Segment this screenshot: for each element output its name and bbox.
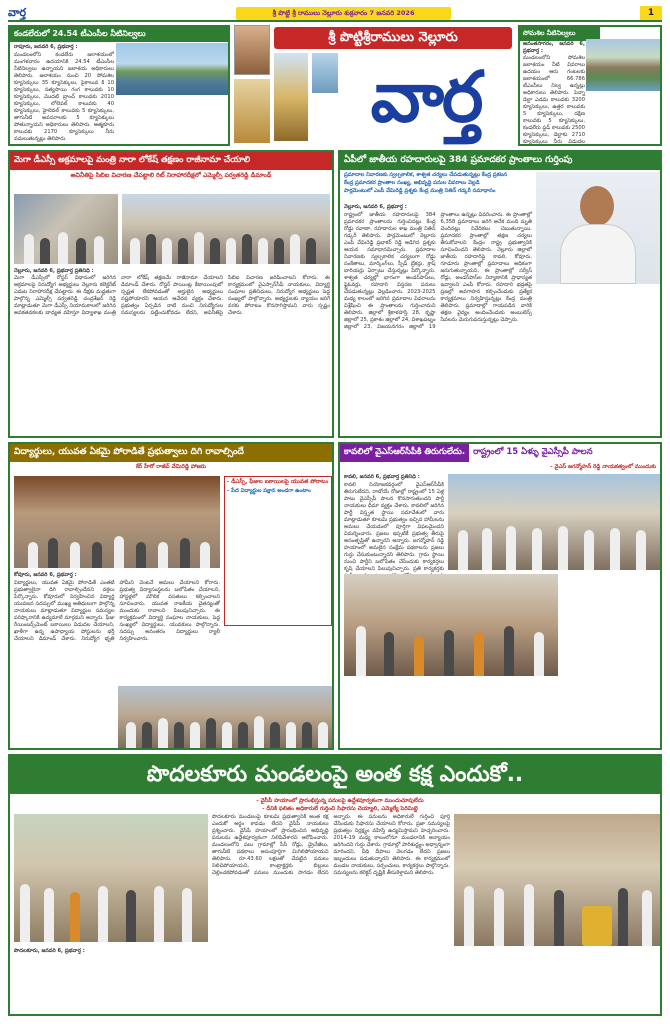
story-podalakur-dateline: పొదలకూరు, జనవరి 6, ప్రభవార్త : — [14, 948, 85, 954]
hunger-strike-photo-2 — [122, 194, 330, 264]
story-podalakur-subhead-1: - వైసీపీ హయాంలో ప్రారంభిస్తున్న పనులపై ఉద్దేశపూర్వకంగా ముందుచూపులేదు — [256, 798, 424, 804]
story-lokesh — [8, 150, 334, 438]
story-somasila-dateline: అనంతసాగరం, జనవరి 6, ప్రభవార్త : — [523, 41, 585, 54]
brand-small: వార్త — [8, 6, 27, 19]
gopuram-photo — [274, 53, 308, 141]
story-ycp-dateline: కావలి, జనవరి 6, ప్రభవార్త ప్రతినిధి : — [344, 474, 420, 480]
story-podalakur-headline: పొదలకూరు మండలంపై అంత కక్ష ఎందుకో.. — [10, 756, 660, 794]
highways-bullet: ప్రమాదాల నివారణకు స్వల్పకాలిక, శాశ్వత చర్యలు చేపడుతున్నట్లు కేంద్ర ప్రకటన — [344, 172, 508, 178]
story-podalakur-body-lower — [14, 956, 660, 1012]
story-students — [8, 442, 334, 750]
reservoir-photo — [116, 43, 228, 95]
story-ycp-headline-left: కావలిలో వైఎస్‌ఆర్‌సీపీకి తిరుగులేదు. — [340, 444, 469, 462]
story-ycp-headline-right: రాష్ట్రంలో 15 ఏళ్ళు వైఎస్సీపీ పాలన — [473, 447, 593, 457]
story-ycp — [338, 442, 662, 750]
story-highways-dateline: నెల్లూరు, జనవరి 6, ప్రభవార్త : — [344, 204, 407, 210]
masthead-district: శ్రీ పొట్టిశ్రీరాములు నెల్లూరు — [274, 27, 512, 49]
students-crowd-photo — [118, 686, 332, 748]
story-students-body: విద్యార్థులు, యువత ఏకమై పోరాడితే ఎంతటి ప్రభుత్వాలైనా దిగి రావాల్సిందేనని వక్తలు పేర్కొన్నారు. కోవూరులో నిర్వహించిన విద్యార్థి యువజన సదస్సులో ముఖ్య అతిథులుగా పాల్గొన్న నాయకులు మాట్లాడుతూ విద్యార్థుల సమస్యల పరిష్కారానికి ఉద్యమాలే మార్గమని అన్నారు. ఫీజు రీయింబర్స్‌మెంట్ బకాయిలు విడుదల చేయాలని, ఖాళీగా ఉన్న ఉపాధ్యాయ పోస్టులను భర్తీ చేయాలని డిమాండ్ చేశారు. నిరుద్యోగ భృతి హామీని వెంటనే అమలు చేయాలని కోరారు. ప్రభుత్వ విద్యాసంస్థలను బలోపేతం చేయాలని, హాస్టళ్లలో మౌలిక వసతులు కల్పించాలని సూచించారు. యువత రాజకీయ చైతన్యంతో ముందుకు రావాలని పిలుపునిచ్చారు. ఈ కార్యక్రమంలో విద్యార్థి సంఘాల నాయకులు, పెద్ద సంఖ్యలో విద్యార్థులు, యువకులు పాల్గొన్నారు. సదస్సు అనంతరం విద్యార్థులు ర్యాలీ నిర్వహించారు. — [14, 580, 220, 642]
students-stage-photo — [14, 476, 220, 568]
lake-photo — [312, 53, 338, 93]
students-box-subhead: - పేద విద్యార్థుల పక్షాన అండగా ఉంటాం — [227, 488, 311, 494]
story-students-dateline: కోవూరు, జనవరి 6, ప్రభవార్త : — [14, 572, 77, 578]
story-lokesh-subhead: అవినీతిపై సిబిఐ విచారణ చేపట్టాలి రిట్ నిరాహారదీక్షలో ఎమ్మెల్సీ పర్వతరెడ్డి డిమాండ్ — [70, 172, 272, 179]
story-somasila — [518, 25, 662, 146]
masthead — [234, 25, 514, 146]
page-number: 1 — [640, 6, 662, 20]
story-ycp-body: కావలి నియోజకవర్గంలో వైఎస్‌ఆర్‌సీపీకి తిరుగులేదని, రాబోయే రోజుల్లో రాష్ట్రంలో 15 ఏళ్ల పాటు వైఎస్సీపీ పాలన కొనసాగుతుందని పార్టీ నాయకులు ధీమా వ్యక్తం చేశారు. కావలిలో జరిగిన పార్టీ విస్తృత స్థాయి సమావేశంలో వారు మాట్లాడుతూ కూటమి ప్రభుత్వం ఇచ్చిన హామీలను అమలు చేయడంలో పూర్తిగా విఫలమైందని విమర్శించారు. ప్రజలు ఇప్పటికే ప్రభుత్వ తీరుపై అసంతృప్తితో ఉన్నారని అన్నారు. జగన్మోహన్ రెడ్డి హయాంలో అమలైన సంక్షేమ పథకాలను ప్రజలు గుర్తు చేసుకుంటున్నారని తెలిపారు. గ్రామ స్థాయి నుంచి పార్టీని బలోపేతం చేసేందుకు కార్యకర్తలు కృషి చేయాలని పిలుపునిచ్చారు. ప్రతి కార్యకర్తకు — [344, 482, 444, 572]
story-water-body: రాపూరు, జనవరి 6, ప్రభవార్త : — [14, 44, 78, 50]
highways-bullet: కేంద్ర ప్రమాదకర ప్రాంతాల సంఖ్య, అభివృద్ధి పనుల వివరాలు వెల్లడి — [344, 180, 480, 186]
story-highways-headline: ఏపీలో జాతీయ రహదారులపై 384 ప్రమాదకర ప్రాంతాలు గుర్తింపు — [340, 152, 660, 170]
story-water-text: మండలంలోని కండలేరు జలాశయంలో మంగళవారం ఉదయానికి 24.54 టీఎంసీల నీటినిల్వలు ఉన్నాయని జలాశయ అధికారులు తెలిపారు. జలాశయం నుంచి 20 సోమశిల క్యూసెక్కులు 35 క్యూసెక్కులు, పైకాలువ కి 10 క్యూసెక్కులు, సత్యసాయి గంగ కాలువకు 10 క్యూసెక్కులు, మొదటి బ్రాంచ్ కాలువకు 2010 క్యూసెక్కులు, లోలెవల్ కాలువకు 40 క్యూసెక్కులు, హైలెవల్ కాలువకు 5 క్యూసెక్కులు, తాగునీటి అవసరాలకు 5 క్యూసెక్కులు పోతున్నాయని అధికారులు తెలిపారు. ఆత్మకూరు కాలువకు 2170 క్యూసెక్కులు నీరు వదులుతున్నట్లు తెలిపారు. — [14, 52, 114, 142]
story-water-headline: కండలేరులో 24.54 టీఎంసీల నీటినిల్వలు — [10, 27, 228, 42]
podalakur-leaders-photo — [454, 814, 660, 946]
temple-photo — [234, 79, 270, 143]
date-line: శ్రీ పొట్టి శ్రీ రాములు నెల్లూరు శుక్రవారం 7 జనవరి 2026 — [236, 7, 451, 20]
story-podalakur-body: పొదలకూరు మండలంపై కూటమి ప్రభుత్వానికి అంత కక్ష ఎందుకో అర్థం కావడం లేదని వైసీపీ నాయకులు ప్రశ్నించారు. వైసీపీ హయాంలో ప్రారంభించిన అభివృద్ధి పనులను ఉద్దేశపూర్వకంగా నిలిపివేశారని ఆరోపించారు. మండలంలోని పలు గ్రామాల్లో సీసీ రోడ్లు, డ్రైనేజీలు, తాగునీటి పథకాలు అసంపూర్తిగా మిగిలిపోయాయని తెలిపారు. రూ.43.60 లక్షలతో చేపట్టిన పనులు నిలిచిపోయాయని, కాంట్రాక్టర్లకు బిల్లులు చెల్లించకపోవడంతో పనులు ముందుకు సాగడం లేదని అన్నారు. ఈ పనులను అధికారులే గుర్తించి పూర్తి చేసేందుకు సిఫారసు చేయాలని కోరారు. ప్రజా సమస్యలపై ప్రభుత్వం నిర్లక్ష్యం వహిస్తే ఉద్యమిస్తామని హెచ్చరించారు. 2014-19 మధ్య కాలంలోనూ మండలానికి అన్యాయం జరిగిందని గుర్తు చేశారు. గ్రామాల్లో పారిశుద్ధ్యం అధ్వాన్నంగా మారిందని, వీధి దీపాలు వెలగడం లేదని ప్రజలు ఇబ్బందులు పడుతున్నారని తెలిపారు. ఈ కార్యక్రమంలో మండల నాయకులు, సర్పంచులు, కార్యకర్తలు పాల్గొన్నారు. సమస్యలను కలెక్టర్ దృష్టికి తీసుకెళ్తామని తెలిపారు. — [212, 814, 450, 876]
top-bar — [8, 6, 662, 22]
story-ycp-headline — [340, 444, 660, 462]
masthead-logo: వార్త — [370, 56, 482, 138]
story-students-headline: విద్యార్థులు, యువత ఏకమై పోరాడితే ప్రభుత్వాలు దిగి రావాల్సిందే — [10, 444, 332, 462]
hunger-strike-photo-1 — [14, 194, 118, 264]
story-lokesh-headline: మెగా డీఎస్సీ అక్రమాలపై మంత్రి నారా లోకేష్ తక్షణం రాజీనామా చేయాలి — [10, 152, 332, 170]
story-highways-body: రాష్ట్రంలో జాతీయ రహదారులపై 384 ప్రమాదకర ప్రాంతాలను గుర్తించినట్లు కేంద్ర రోడ్డు రవాణా, రహదారుల శాఖ మంత్రి నితిన్ గడ్కరీ తెలిపారు. పార్లమెంటులో నెల్లూరు ఎంపీ వేమిరెడ్డి ప్రభాకర్ రెడ్డి అడిగిన ప్రశ్నకు ఆయన సమాధానమిచ్చారు. ప్రమాదాల నివారణకు స్వల్పకాలిక చర్యలుగా రోడ్డు సంకేతాలు, మార్కింగ్‌లు, స్పీడ్ బ్రేకర్లు, క్రాష్ బారియర్లు ఏర్పాటు చేస్తున్నట్లు పేర్కొన్నారు. శాశ్వత చర్యల్లో భాగంగా అండర్‌పాస్‌లు, ఫ్లైఓవర్లు, రహదారి విస్తరణ పనులు చేపడుతున్నట్లు వెల్లడించారు. 2023-2025 మధ్య కాలంలో జరిగిన ప్రమాదాల వివరాలను విశ్లేషించి ఈ ప్రాంతాలను గుర్తించామని తెలిపారు. జిల్లాలో శ్రీకాళహస్తి 28, కృష్ణా జిల్లాలో 25, ప్రకాశం జిల్లాలో 24, విశాఖపట్నం జిల్లాలో 23, విజయనగరం జిల్లాలో 19 ప్రాంతాలు ఉన్నట్లు వివరించారు. ఈ ప్రాంతాల్లో 6,358 ప్రమాదాలు జరిగి అనేక మంది మృతి చెందినట్లు నివేదికలు చెబుతున్నాయి. ప్రమాదకర ప్రాంతాల్లో తక్షణ చర్యలు తీసుకోవాలని కేంద్రం రాష్ట్ర ప్రభుత్వానికి సూచించిందని తెలిపారు. నెల్లూరు జిల్లాలో జాతీయ రహదారిపై కావలి, కోవూరు, గూడూరు ప్రాంతాల్లో ప్రమాదాలు అధికంగా జరుగుతున్నాయని, ఈ ప్రాంతాల్లో సర్వీస్ రోడ్లు, అండర్‌పాస్‌ల నిర్మాణానికి ప్రాధాన్యత ఇవ్వాలని ఎంపీ కోరారు. రహదారి భద్రతపై ప్రజల్లో అవగాహన కల్పించేందుకు ప్రత్యేక కార్యక్రమాలు నిర్వహిస్తున్నట్లు కేంద్ర మంత్రి తెలిపారు. ప్రమాదాల్లో గాయపడిన వారికి తక్షణ వైద్యం అందించేందుకు అంబులెన్స్ సేవలను మెరుగుపరుస్తున్నట్లు చెప్పారు. — [344, 212, 532, 330]
story-highways-body-cont — [536, 288, 660, 434]
mp-portrait-photo — [536, 172, 660, 284]
story-podalakur-subhead-2: - దీనికి ఫలితం అధికారులే గుర్తించి సిఫారసు చెయ్యాలి, ఎమ్మెల్యే పెరిమిట్టె — [262, 806, 418, 812]
students-box-headline: - డీఎస్సీ, ఫీజుల బకాయిలపై యువత పోరాటం — [227, 479, 329, 485]
ycp-meeting-photo — [344, 574, 558, 676]
portrait-photo — [234, 25, 270, 75]
story-water — [8, 25, 230, 146]
highways-bullet: పార్లమెంటులో ఎంపీ వేమిరెడ్డి ప్రశ్నకు కేంద్ర మంత్రి నితిన్ గడ్కరీ సమాధానం — [344, 188, 496, 194]
highways-bullets — [344, 172, 532, 195]
story-ycp-subhead: - వైఎస్ జగన్మోహన్ రెడ్డి నాయకత్వంలో ముందుకు — [550, 464, 656, 470]
story-somasila-body: మండలంలోని సోమశిల జలాశయం నీటి వివరాలు ఉదయం ఆరు గంటలకు జలాశయంలో 66.786 టీఎంసీలు నిల్వ ఉన్నట్లు అధికారులు తెలిపారు. పెన్నా డెల్టా ఎడమ కాలువకు 3200 క్యూసెక్కులు, ఉత్తర కాలువకు 5 క్యూసెక్కులు, దక్షిణ కాలువకు 5 క్యూసెక్కులు, కండలేరు ఫ్లడ్ కాలువకు 2500 క్యూసెక్కులు, డెల్టాకు 2710 క్యూసెక్కులు నీరు విడుదల — [523, 55, 585, 145]
podalakur-ceremony-photo — [14, 814, 208, 942]
story-ycp-body-lower — [344, 680, 558, 746]
story-students-subhead: కేర్ హీరో రాజీవ్ వేమిరెడ్డి హాజరు — [135, 464, 207, 470]
ycp-leaders-photo — [448, 474, 660, 570]
students-box — [224, 476, 332, 626]
story-somasila-headline: సోమశిల నీటినిల్వలు — [520, 27, 600, 41]
story-lokesh-body: మెగా డీఎస్సీలో రోస్టర్ విధానంలో జరిగిన అక్రమాలపై నిరుద్యోగ అభ్యర్థులు నెల్లూరు కలెక్టరేట్ ఎదుట నిరాహారదీక్ష చేపట్టారు. ఈ దీక్షకు మద్దతుగా పాల్గొన్న ఎమ్మెల్సీ పర్వతరెడ్డి చంద్రశేఖర్ రెడ్డి మాట్లాడుతూ మెగా డీఎస్సీ నియామకాలలో జరిగిన అవకతవకలకు బాధ్యత వహిస్తూ విద్యాశాఖ మంత్రి నారా లోకేష్ తక్షణమే రాజీనామా చేయాలని డిమాండ్ చేశారు. రోస్టర్ పాయింట్ల కేటాయింపులో స్పష్టత లేకపోవడంతో అర్హులైన అభ్యర్థులు నష్టపోయారని ఆయన ఆవేదన వ్యక్తం చేశారు. ప్రభుత్వం ఏర్పడిన నాటి నుంచి నిరుద్యోగుల సమస్యలను పట్టించుకోవడం లేదని, అవినీతిపై సిబిఐ విచారణ జరిపించాలని కోరారు. ఈ కార్యక్రమంలో వైఎస్సార్‌సీపీ నాయకులు, విద్యార్థి సంఘాల ప్రతినిధులు, నిరుద్యోగ అభ్యర్థులు పెద్ద సంఖ్యలో పాల్గొన్నారు. అభ్యర్థులకు న్యాయం జరిగే వరకు పోరాటం కొనసాగిస్తామని వారు స్పష్టం చేశారు. — [14, 275, 330, 316]
story-highways — [338, 150, 662, 438]
story-lokesh-dateline: నెల్లూరు, జనవరి 6, ప్రభవార్త ప్రతినిధి : — [14, 268, 94, 274]
story-podalakur — [8, 754, 662, 1016]
story-ycp-body-cont — [562, 574, 660, 746]
dam-photo — [586, 39, 660, 91]
